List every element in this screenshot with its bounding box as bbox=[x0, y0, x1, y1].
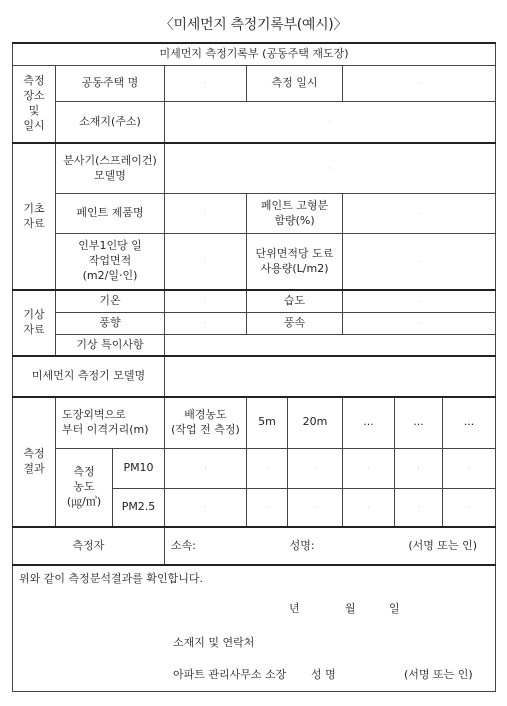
pm10-background-field[interactable]: · bbox=[165, 449, 247, 489]
pm25-background-field[interactable]: · bbox=[165, 489, 247, 527]
distance-20m: 20m bbox=[288, 397, 343, 449]
measurer-affiliation: 소속: bbox=[171, 538, 196, 552]
manager-sign: (서명 또는 인) bbox=[404, 668, 473, 682]
weather-special-field[interactable] bbox=[165, 334, 496, 356]
pm25-20m-field[interactable]: · bbox=[288, 489, 343, 527]
manager-name-label: 성 명 bbox=[311, 668, 336, 682]
humidity-label: 습도 bbox=[247, 290, 343, 312]
page-title: 〈미세먼지 측정기록부(예시)〉 bbox=[159, 17, 348, 33]
pm10-20m-field[interactable]: · bbox=[288, 449, 343, 489]
paint-product-field[interactable]: · bbox=[165, 194, 247, 234]
pm10-extra-3-field[interactable]: · bbox=[443, 449, 496, 489]
pm10-5m-field[interactable]: · bbox=[247, 449, 288, 489]
pm25-extra-3-field[interactable]: · bbox=[443, 489, 496, 527]
paint-solids-field[interactable]: · bbox=[343, 194, 496, 234]
wind-speed-label: 풍속 bbox=[247, 312, 343, 334]
measurer-label: 측정자 bbox=[13, 527, 165, 565]
address-field[interactable]: · bbox=[165, 101, 496, 143]
pm10-extra-1-field[interactable]: · bbox=[343, 449, 395, 489]
sprayer-model-field[interactable]: · bbox=[165, 143, 496, 193]
distance-extra-3: ... bbox=[443, 397, 496, 449]
meter-model-field[interactable] bbox=[165, 356, 496, 396]
weather-special-label: 기상 특이사항 bbox=[56, 334, 165, 356]
work-area-label: 인부1인당 일 작업면적 (m2/일·인) bbox=[56, 234, 165, 290]
paint-usage-field[interactable]: · bbox=[343, 234, 496, 290]
apt-name-field[interactable]: · bbox=[165, 65, 247, 101]
date-day: 일 bbox=[389, 602, 400, 616]
paint-usage-label: 단위면적당 도료 사용량(L/m2) bbox=[247, 234, 343, 290]
pm25-extra-2-field[interactable]: · bbox=[395, 489, 443, 527]
background-label: 배경농도 (작업 전 측정) bbox=[165, 397, 247, 449]
confirmation-block bbox=[13, 565, 496, 691]
confirmation-text: 위와 같이 측정분석결과를 확인합니다. bbox=[19, 572, 204, 586]
date-month: 월 bbox=[345, 602, 356, 616]
concentration-label: 측정 농도 (㎍/㎥) bbox=[56, 449, 113, 527]
contact-label: 소재지 및 연락처 bbox=[173, 636, 255, 650]
basic-section-label: 기초 자료 bbox=[13, 143, 56, 290]
measure-datetime-field[interactable]: · bbox=[343, 65, 496, 101]
pm25-label: PM2.5 bbox=[113, 489, 165, 527]
paint-product-label: 페인트 제품명 bbox=[56, 194, 165, 234]
date-year: 년 bbox=[289, 602, 300, 616]
distance-extra-1: ... bbox=[343, 397, 395, 449]
pm10-label: PM10 bbox=[113, 449, 165, 489]
paint-solids-label: 페인트 고형분 함량(%) bbox=[247, 194, 343, 234]
pm25-5m-field[interactable]: · bbox=[247, 489, 288, 527]
pm25-extra-1-field[interactable]: · bbox=[343, 489, 395, 527]
work-area-field[interactable]: · bbox=[165, 234, 247, 290]
apt-name-label: 공동주택 명 bbox=[56, 65, 165, 101]
form-header: 미세먼지 측정기록부 (공동주택 재도장) bbox=[13, 43, 496, 65]
record-form bbox=[12, 42, 496, 692]
measurer-sign: (서명 또는 인) bbox=[408, 538, 478, 552]
distance-label: 도장외벽으로 부터 이격거리(m) bbox=[56, 397, 165, 449]
humidity-field[interactable]: · bbox=[343, 290, 496, 312]
sprayer-model-label: 분사기(스프레이건) 모델명 bbox=[56, 143, 165, 193]
measurer-name: 성명: bbox=[289, 538, 315, 552]
measure-datetime-label: 측정 일시 bbox=[247, 65, 343, 101]
measurer-field[interactable] bbox=[165, 527, 496, 565]
wind-direction-label: 풍향 bbox=[56, 312, 165, 334]
weather-section-label: 기상 자료 bbox=[13, 290, 56, 356]
distance-extra-2: ... bbox=[395, 397, 443, 449]
meter-model-label: 미세먼지 측정기 모델명 bbox=[13, 356, 165, 396]
location-section-label: 측정 장소 및 일시 bbox=[13, 65, 56, 143]
temperature-label: 기온 bbox=[56, 290, 165, 312]
manager-label: 아파트 관리사무소 소장 bbox=[173, 668, 287, 682]
distance-5m: 5m bbox=[247, 397, 288, 449]
temperature-field[interactable]: · bbox=[165, 290, 247, 312]
pm10-extra-2-field[interactable]: · bbox=[395, 449, 443, 489]
wind-speed-field[interactable]: · bbox=[343, 312, 496, 334]
result-section-label: 측정 결과 bbox=[13, 397, 56, 528]
address-label: 소재지(주소) bbox=[56, 101, 165, 143]
wind-direction-field[interactable]: · bbox=[165, 312, 247, 334]
